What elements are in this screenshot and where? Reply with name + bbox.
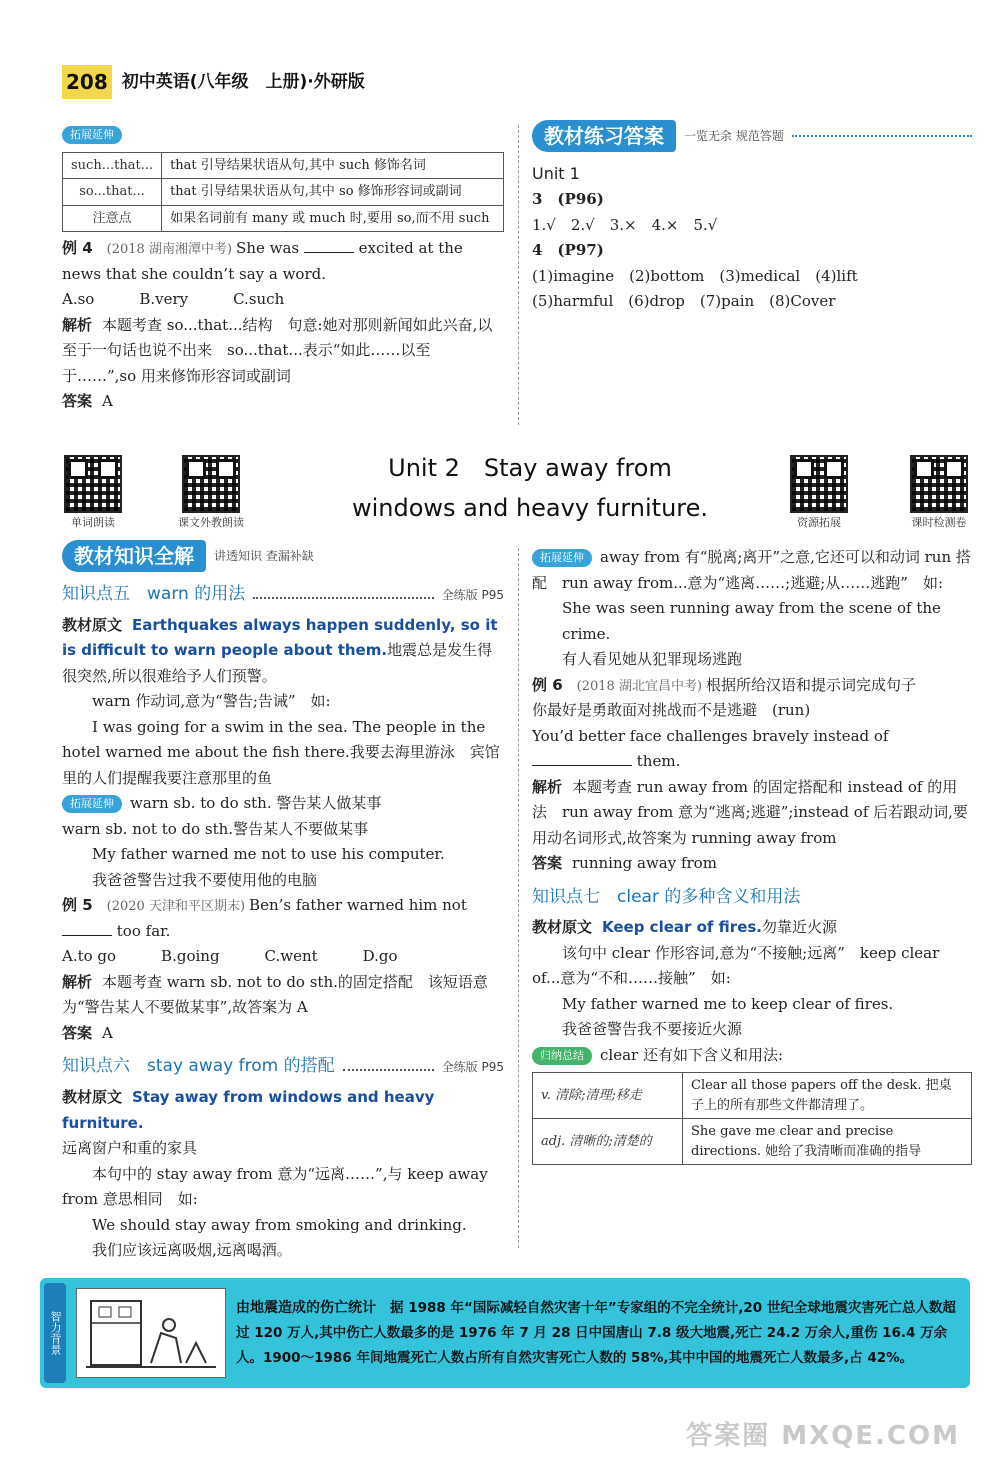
book-title: 初中英语(八年级 上册)·外研版 [121, 71, 365, 92]
knowledge-point-7: 知识点七 clear 的多种含义和用法 [532, 886, 801, 907]
knowledge-point-6: 知识点六 stay away from 的搭配 全练版 P95 [62, 1056, 504, 1077]
left-bottom-column: 教材知识全解 讲透知识 查漏补缺 知识点五 warn 的用法 全练版 P95 教材原文 Earthquakes always happen suddenly, so it is difficult to warn people about them.地震总是发生得很突然,所以很难给予人们预警。 warn 作动词,意为“警告;告诫” 如: I was going for a swim in the sea. The people in the hotel warned me about the fish there.我要去海里游泳 宾馆里的人们提醒我要注意那里的鱼 拓展延伸 warn sb. to do sth. 警告某人做某事 warn sb. not to do sth.警告某人不要做某事 My father warned me not to use his computer. 我爸爸警告过我不要使用他的电脑 例 5 (2020 天津和平区期末) Ben’s father warned him not too far. A.to go B.going C.went D.go 解析 本题考查 warn sb. not to do sth.的固定搭配 该短语意为“警告某人不要做某事”,故答案为 A 答案 A 知识点六 stay away from 的搭配 全练版 P95 教材原文 Stay away from windows and heavy furniture. 远离窗户和重的家具 本句中的 stay away from 意为“远离……”,与 keep away from 意思相同 如: We should stay away from smoking and drinking. 我们应该远离吸烟,远离喝酒。 [62, 540, 504, 1264]
left-top-column [62, 122, 504, 415]
background-text: 据 1988 年“国际减轻自然灾害十年”专家组的不完全统计,20 世纪全球地震灾害死亡总人数超过 120 万人,其中伤亡人数最多的是 1976 年 7 月 28 日中国唐山 7.8 级大地震,死亡 24.2 万余人,重伤 16.4 万余人。1900～1986 年间地震死亡人数占所有自然灾害死亡人数的 58%,其中中国的地震死亡人数最多,占 42%。 [236, 1299, 956, 1366]
qr-code-icon [910, 455, 968, 513]
qr-text-reading[interactable]: 课文外教朗读 [168, 455, 254, 530]
section-3-answers: 1.√ 2.√ 3.× 4.× 5.√ [532, 215, 718, 234]
knowledge-point-5: 知识点五 warn 的用法 全练版 P95 [62, 584, 504, 604]
knowledge-banner: 教材知识全解 讲透知识 查漏补缺 [62, 540, 504, 572]
example-4: 例 4 (2018 湖南湘潭中考) She was excited at the news that she couldn’t say a word. [62, 239, 463, 283]
answer-blank [532, 752, 632, 766]
background-tab: 智力背景 [44, 1283, 66, 1383]
example-6: 例 6 (2018 湖北宜昌中考) 根据所给汉语和提示词完成句子 [532, 675, 917, 694]
summary-tag: 归纳总结 [532, 1047, 592, 1065]
table-row: adj. 清晰的;清楚的 She gave me clear and precise directions. 她给了我清晰而准确的指导 [533, 1119, 972, 1165]
so-such-table [62, 152, 504, 233]
column-divider-top [518, 125, 519, 425]
qr-code-icon [64, 455, 122, 513]
right-bottom-column: 拓展延伸 away from 有“脱离;离开”之意,它还可以和动词 run 搭配 run away from...意为“逃离……;逃避;从……逃跑” 如: She was seen running away from the scene of the crime. 有人看见她从犯罪现场逃跑 例 6 (2018 湖北宜昌中考) 根据所给汉语和提示词完成句子 你最好是勇敢面对挑战而不是逃避 (run) You’d better face challenges bravely instead of them. 解析 本题考查 run away from 的固定搭配和 instead of 的用法 run away from 意为“逃离;逃避”;instead of 后若跟动词,要用动名词形式,故答案为 running away from 答案 running away from 知识点七 clear 的多种含义和用法 教材原文 Keep clear of fires.勿靠近火源 该句中 clear 作形容词,意为“不接触;远离” keep clear of...意为“不和……接触” 如: My father warned me to keep clear of fires. 我爸爸警告我不要接近火源 归纳总结 clear 还有如下含义和用法: v. 清除;清理;移走 Clear all those papers off the desk. 把桌子上的所有那些文件都清理了。 adj. 清晰的;清楚的 She gave me clear and precise directions. 她给了我清晰而准确的指导 [532, 545, 972, 1165]
unit-2-title: Unit 2 Stay away from windows and heavy furniture. [351, 454, 709, 522]
clear-usage-table [532, 1072, 972, 1165]
qr-code-icon [790, 455, 848, 513]
example-4-options: A.so B.very C.such [62, 290, 285, 308]
extension-tag: 拓展延伸 [532, 549, 592, 567]
section-4-answers-1: (1)imagine (2)bottom (3)medical (4)lift [532, 266, 858, 285]
earthquake-illustration [76, 1288, 226, 1378]
table-row: such...that... that 引导结果状语从句,其中 such 修饰名词 [63, 152, 504, 179]
extension-tag: 拓展延伸 [62, 795, 122, 813]
background-info-box [40, 1278, 970, 1388]
kp5-original: 教材原文 Earthquakes always happen suddenly, so it is difficult to warn people about them.地震总是发生得很突然,所以很难给予人们预警。 [62, 615, 498, 685]
background-title: 由地震造成的伤亡统计 [236, 1299, 376, 1316]
column-divider-bottom [518, 548, 519, 1248]
watermark: 答案圈 MXQE.COM [686, 1420, 960, 1451]
example-5: 例 5 (2020 天津和平区期末) Ben’s father warned him not too far. [62, 896, 467, 940]
answer-blank [62, 922, 112, 936]
qr-resources[interactable]: 资源拓展 [776, 455, 862, 530]
unit-label: Unit 1 [532, 164, 580, 183]
section-3: 3 (P96) [532, 190, 604, 209]
section-4: 4 (P97) [532, 241, 604, 260]
example-4-answer: 答案 A [62, 392, 113, 410]
qr-word-reading[interactable]: 单词朗读 [50, 455, 136, 530]
table-row: v. 清除;清理;移走 Clear all those papers off the desk. 把桌子上的所有那些文件都清理了。 [533, 1073, 972, 1119]
page-number: 208 [62, 65, 112, 99]
section-4-answers-2: (5)harmful (6)drop (7)pain (8)Cover [532, 292, 836, 311]
textbook-answers-banner: 教材练习答案 一览无余 规范答题 [532, 120, 972, 152]
extension-tag: 拓展延伸 [62, 126, 122, 144]
table-row: so...that... that 引导结果状语从句,其中 so 修饰形容词或副词 [63, 179, 504, 206]
table-row: 注意点 如果名词前有 many 或 much 时,要用 so,而不用 such [63, 205, 504, 232]
qr-code-icon [182, 455, 240, 513]
right-top-column [532, 120, 972, 315]
example-4-analysis: 解析 本题考查 so...that...结构 句意:她对那则新闻如此兴奋,以至于一句话也说不出来 so...that...表示“如此……以至于……”,so 用来修饰形容词或副词 [62, 315, 493, 385]
answer-blank [304, 239, 354, 253]
page-header [62, 62, 365, 102]
earthquake-sketch-icon [81, 1293, 221, 1373]
qr-quiz[interactable]: 课时检测卷 [896, 455, 982, 530]
